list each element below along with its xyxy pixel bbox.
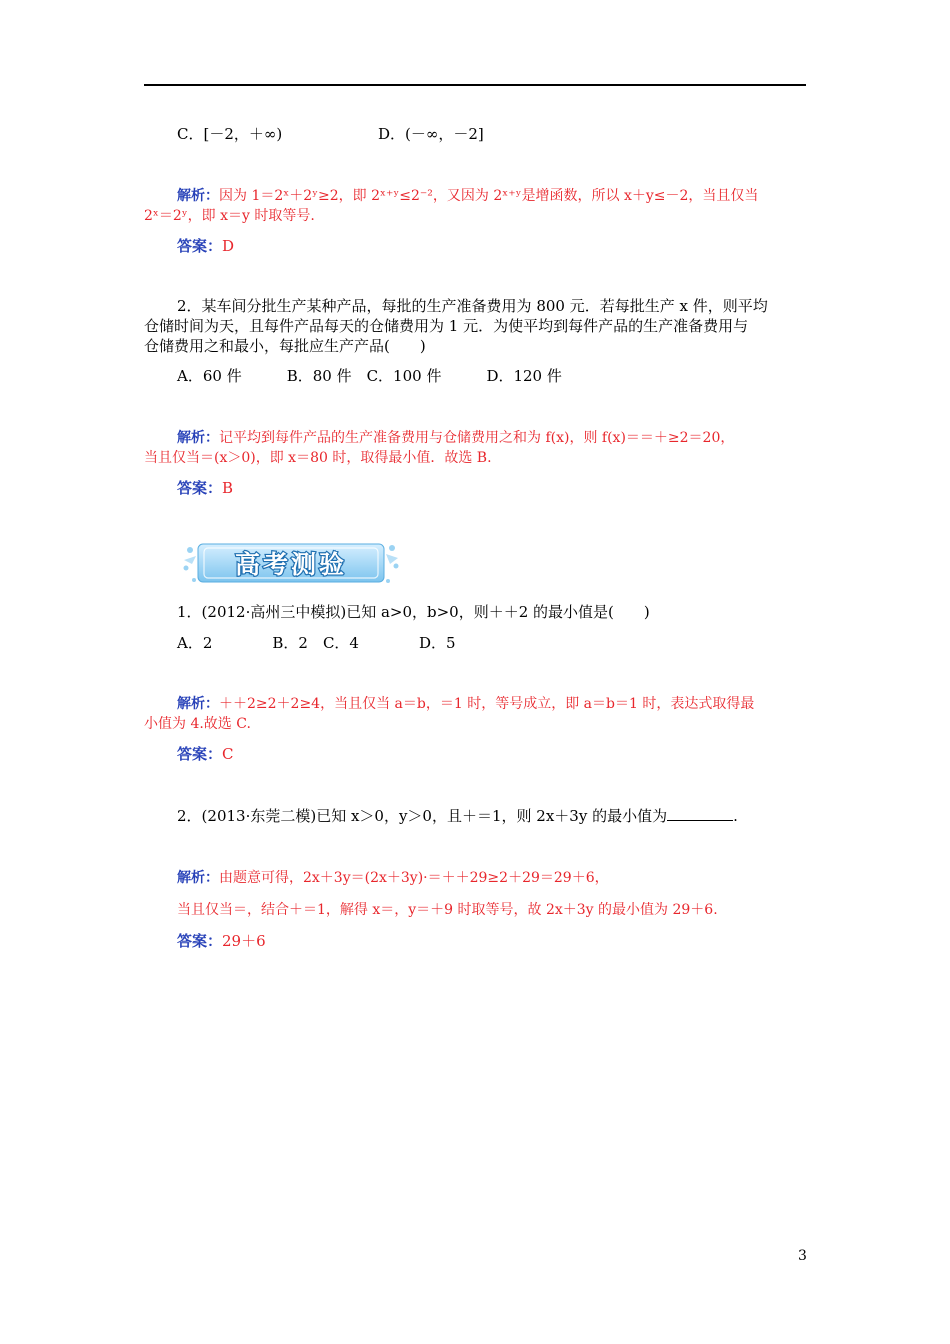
question-options: A．2 B．2 C．4 D．5 (177, 634, 456, 652)
analysis-line (177, 186, 758, 206)
question-end: . (733, 807, 738, 825)
header-rule (144, 84, 806, 86)
analysis-label: 解析： (177, 696, 219, 712)
analysis-line (177, 868, 609, 888)
analysis-line (177, 428, 734, 448)
banner-title: 高考测验 (234, 550, 348, 579)
answer-value: 29＋6 (222, 932, 266, 950)
question-stem (177, 806, 738, 826)
analysis-line (177, 694, 754, 714)
answer-value: D (222, 237, 235, 255)
option-c: C．[－2，＋∞) (177, 125, 283, 143)
question-stem: 2．某车间分批生产某种产品，每批的生产准备费用为 800 元．若每批生产 x 件，则平均 (177, 297, 768, 315)
answer-line (177, 931, 266, 951)
analysis-text: ＋＋2≥2＋2≥4，当且仅当 a＝b，＝1 时，等号成立，即 a＝b＝1 时，表达式取得最 (219, 696, 755, 712)
question-text: 2．(2013·东莞二模)已知 x＞0，y＞0，且＋＝1，则 2x＋3y 的最小值为 (177, 807, 668, 825)
analysis-line-2: 当且仅当＝(x＞0)，即 x＝80 时，取得最小值．故选 B. (144, 450, 492, 466)
question-options: A．60 件 B．80 件 C．100 件 D．120 件 (177, 367, 562, 385)
analysis-line-2: 2ˣ＝2ʸ，即 x＝y 时取等号. (144, 208, 315, 224)
answer-value: C (222, 745, 234, 763)
question-stem-2: 仓储时间为天，且每件产品每天的仓储费用为 1 元．为使平均到每件产品的生产准备费用与 (144, 317, 749, 335)
answer-line (177, 478, 233, 498)
section-banner (180, 538, 402, 588)
page-number: 3 (798, 1248, 807, 1264)
analysis-text: 因为 1＝2ˣ＋2ʸ≥2，即 2ˣ⁺ʸ≤2⁻²，又因为 2ˣ⁺ʸ是增函数，所以 x＋y≤－2，当且仅当 (219, 188, 759, 204)
analysis-label: 解析： (177, 870, 219, 886)
analysis-text: 记平均到每件产品的生产准备费用与仓储费用之和为 f(x)，则 f(x)＝＝＋≥2＝20， (219, 430, 735, 446)
analysis-line-2: 小值为 4.故选 C. (144, 716, 251, 732)
answer-line (177, 744, 234, 764)
question-stem-3: 仓储费用之和最小，每批应生产产品( ) (144, 337, 426, 355)
answer-blank (667, 806, 733, 821)
analysis-line-2: 当且仅当＝，结合＋＝1，解得 x＝，y＝＋9 时取等号，故 2x＋3y 的最小值为 29＋6. (177, 902, 718, 918)
answer-line (177, 236, 234, 256)
answer-label: 答案： (177, 237, 223, 255)
answer-value: B (222, 479, 234, 497)
analysis-text: 由题意可得，2x＋3y＝(2x＋3y)·＝＋＋29≥2＋29＝29＋6， (219, 870, 609, 886)
analysis-label: 解析： (177, 430, 219, 446)
question-stem: 1．(2012·高州三中模拟)已知 a>0，b>0，则＋＋2 的最小值是( ) (177, 603, 650, 621)
answer-label: 答案： (177, 479, 223, 497)
answer-label: 答案： (177, 745, 223, 763)
answer-label: 答案： (177, 932, 223, 950)
analysis-label: 解析： (177, 188, 219, 204)
option-d: D．(－∞，－2] (378, 125, 484, 143)
